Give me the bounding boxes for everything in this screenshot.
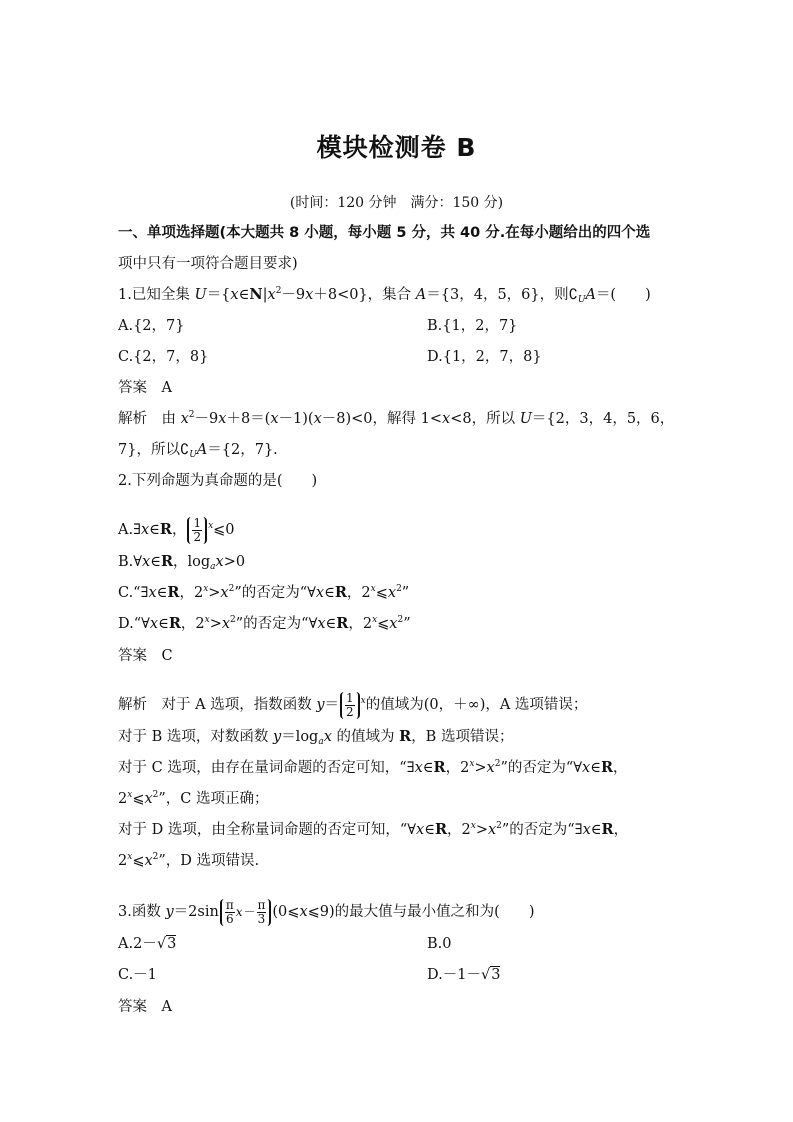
q2-option-c: C.“∃x∈R，$2^x>x^2$”的否定为“∀x∈R，$2^x⩽x^2$”: [118, 584, 410, 601]
q2-explanation-line1: 解析 对于 A 选项，指数函数 y＝ $\frac{1}{2}$ $^x$的值域为(0，＋∞)，A 选项错误；: [118, 690, 588, 719]
q3-answer: 答案 A: [118, 999, 172, 1015]
q1-explanation-line1: 解析 由 $x^2-9x+8=(x-1)(x-8)<0$，解得 1<x<8，所以 U＝{2，3，4，5，6，: [118, 410, 675, 427]
q1-option-b: B.{1，2，7}: [427, 318, 518, 334]
q3-stem: 3.函数 y＝2sin π 6 x － π 3 (0⩽x⩽9)的最大值与最小值之和为( ): [118, 897, 535, 926]
q2-explanation-line3: 对于 C 选项，由存在量词命题的否定可知，“∃x∈R，$2^x>x^2$”的否定为“∀x∈R，: [118, 759, 628, 776]
q2-explanation-line2: 对于 B 选项，对数函数 $y=\log_ax$ 的值域为 R，B 选项错误；: [118, 728, 514, 747]
q3-option-a: A.2－√3: [118, 936, 177, 952]
sqrt-radicand: 3: [491, 967, 501, 983]
section-header-cont: 项中只有一项符合题目要求): [118, 256, 298, 272]
q2-explanation-line6: $2^x⩽x^2$”，D 选项错误.: [118, 852, 260, 869]
sine-argument-bracket: π 6 x － π 3: [220, 899, 272, 926]
q1-stem: 1.已知全集 $U=\{x\in N|x^2-9x+8<0\}$，集合 A＝{3，4，5，6}，则$∁_UA=$( ): [118, 286, 651, 305]
exam-info: (时间：120 分钟 满分：150 分): [289, 195, 504, 211]
q3-option-b: B.0: [427, 936, 452, 952]
q1-explanation-line2: 7}，所以$∁_UA=\{2$，7}.: [118, 442, 278, 460]
q1-option-a: A.{2，7}: [118, 318, 185, 334]
q3-option-c: C.－1: [118, 967, 157, 983]
q2-explanation-line5: 对于 D 选项，由全称量词命题的否定可知，“∀x∈R，$2^x>x^2$”的否定为“∃x∈R，: [118, 821, 629, 838]
page-title: 模块检测卷 B: [316, 133, 477, 162]
q1-option-d: D.{1，2，7，8}: [427, 349, 542, 365]
q1-option-c: C.{2，7，8}: [118, 349, 209, 365]
q2-option-d: D.“∀x∈R，$2^x>x^2$”的否定为“∀x∈R，$2^x⩽x^2$”: [118, 615, 411, 632]
q2-option-a: A.∃x∈R， $\frac{1}{2}$ $^x$⩽0: [118, 515, 235, 544]
q2-option-b: B.∀x∈R，$\log_ax>0$: [118, 553, 246, 572]
q2-explanation-line4: $2^x⩽x^2$”，C 选项正确；: [118, 790, 269, 807]
q3-option-d: D.－1－√3: [427, 967, 501, 983]
section-header: [118, 223, 650, 243]
q1-answer: 答案 A: [118, 380, 172, 396]
q2-stem: 2.下列命题为真命题的是( ): [118, 473, 318, 489]
fraction-one-half: $\frac{1}{2}$: [187, 517, 207, 544]
sqrt-radicand: 3: [167, 936, 177, 952]
q2-answer: 答案 C: [118, 648, 173, 664]
fraction-one-half: $\frac{1}{2}$: [340, 692, 360, 719]
section-header-text: 一、单项选择题(本大题共 8 小题，每小题 5 分，共 40 分.在每小题给出的四个选: [118, 225, 651, 241]
